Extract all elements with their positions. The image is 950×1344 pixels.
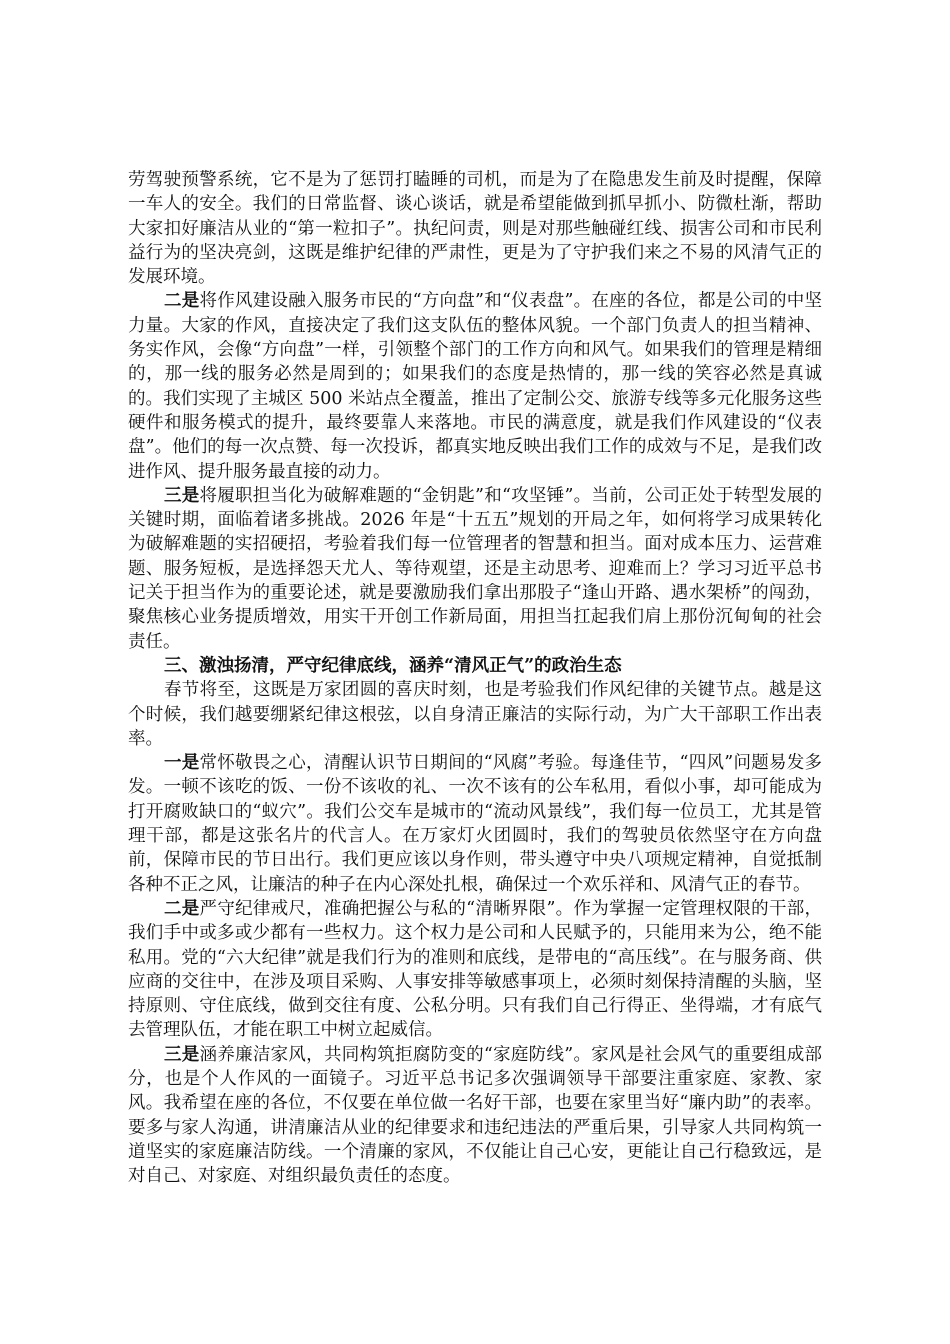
point-lead: 一是 xyxy=(164,753,200,774)
point-lead: 三是 xyxy=(164,485,200,506)
point-body: 严守纪律戒尺，准确把握公与私的“清晰界限”。作为掌握一定管理权限的干部，我们手中或多或少都有一些权力。这个权力是公司和人民赋予的，只能用来为公，绝不能私用。党的“六大纪律”就是我们行为的准则和底线，是带电的“高压线”。在与服务商、供应商的交往中，在涉及项目采购、人事安排等敏感事项上，必须时刻保持清醒的头脑，坚持原则、守住底线，做到交往有度、公私分明。只有我们自己行得正、坐得端，才有底气去管理队伍，才能在职工中树立起威信。 xyxy=(128,898,823,1041)
point-lead: 三是 xyxy=(164,1044,200,1065)
paragraph-point-three-b xyxy=(128,1043,822,1189)
point-body: 涵养廉洁家风，共同构筑拒腐防变的“家庭防线”。家风是社会风气的重要组成部分，也是个人作风的一面镜子。习近平总书记多次强调领导干部要注重家庭、家教、家风。我希望在座的各位，不仅要在单位做一名好干部，也要在家里当好“廉内助”的表率。要多与家人沟通，讲清廉洁从业的纪律要求和违纪违法的严重后果，引导家人共同构筑一道坚实的家庭廉洁防线。一个清廉的家风，不仅能让自己心安，更能让自己行稳致远，是对自己、对家庭、对组织最负责任的态度。 xyxy=(128,1044,823,1187)
paragraph-point-two xyxy=(128,289,822,483)
paragraph-intro: 春节将至，这既是万家团圆的喜庆时刻，也是考验我们作风纪律的关键节点。越是这个时候，我们越要绷紧纪律这根弦，以自身清正廉洁的实际行动，为广大干部职工作出表率。 xyxy=(128,680,822,749)
point-body: 常怀敬畏之心，清醒认识节日期间的“风腐”考验。每逢佳节，“四风”问题易发多发。一顿不该吃的饭、一份不该收的礼、一次不该有的公车私用，看似小事，却可能成为打开腐败缺口的“蚁穴”。我们公交车是城市的“流动风景线”，我们每一位员工，尤其是管理干部，都是这张名片的代言人。在万家灯火团圆时，我们的驾驶员依然坚守在方向盘前，保障市民的节日出行。我们更应该以身作则，带头遵守中央八项规定精神，自觉抵制各种不正之风，让廉洁的种子在内心深处扎根，确保过一个欢乐祥和、风清气正的春节。 xyxy=(128,753,822,895)
point-body: 将作风建设融入服务市民的“方向盘”和“仪表盘”。在座的各位，都是公司的中坚力量。大家的作风，直接决定了我们这支队伍的整体风貌。一个部门负责人的担当精神、务实作风，会像“方向盘”一样，引领整个部门的工作方向和风气。如果我们的管理是精细的，那一线的服务必然是周到的；如果我们的态度是热情的，那一线的笑容必然是真诚的。我们实现了主城区 500 米站点全覆盖，推出了定制公交、旅游专线等多元化服务这些硬件和服务模式的提升，最终要靠人来落地。市民的满意度，就是我们作风建设的“仪表盘”。他们的每一次点赞、每一次投诉，都真实地反映出我们工作的成效与不足，是我们改进作风、提升服务最直接的动力。 xyxy=(128,291,822,482)
section-heading-three: 三、激浊扬清，严守纪律底线，涵养“清风正气”的政治生态 xyxy=(164,655,622,676)
paragraph-point-two-b xyxy=(128,897,822,1043)
document-page xyxy=(128,168,822,1188)
point-body: 将履职担当化为破解难题的“金钥匙”和“攻坚锤”。当前，公司正处于转型发展的关键时期，面临着诸多挑战。2026 年是“十五五”规划的开局之年，如何将学习成果转化为破解难题的实招硬招，考验着我们每一位管理者的智慧和担当。面对成本压力、运营难题、服务短板，是选择怨天尤人、等待观望，还是主动思考、迎难而上？学习习近平总书记关于担当作为的重要论述，就是要激励我们拿出那股子“逢山开路、遇水架桥”的闯劲，聚焦核心业务提质增效，用实干开创工作新局面，用担当扛起我们肩上那份沉甸甸的社会责任。 xyxy=(128,485,822,652)
paragraph-continuation: 劳驾驶预警系统，它不是为了惩罚打瞌睡的司机，而是为了在隐患发生前及时提醒，保障一车人的安全。我们的日常监督、谈心谈话，就是希望能做到抓早抓小、防微杜渐，帮助大家扣好廉洁从业的“第一粒扣子”。执纪问责，则是对那些触碰红线、损害公司和市民利益行为的坚决亮剑，这既是维护纪律的严肃性，更是为了守护我们来之不易的风清气正的发展环境。 xyxy=(128,170,822,288)
paragraph-point-one xyxy=(128,751,822,897)
point-lead: 二是 xyxy=(164,898,200,919)
point-lead: 二是 xyxy=(164,291,200,312)
paragraph-point-three xyxy=(128,484,822,654)
